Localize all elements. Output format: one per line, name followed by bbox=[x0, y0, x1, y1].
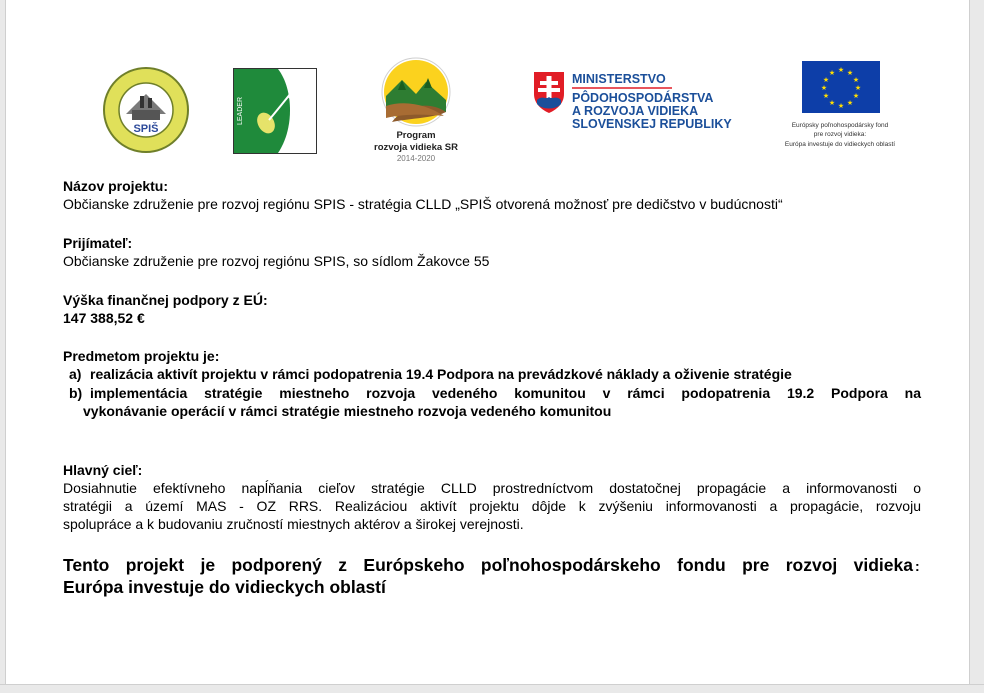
svg-text:LEADER: LEADER bbox=[237, 96, 244, 126]
ministry-logo bbox=[532, 70, 732, 134]
svg-text:★: ★ bbox=[837, 66, 845, 74]
svg-text:A ROZVOJA VIDIEKA: A ROZVOJA VIDIEKA bbox=[572, 104, 699, 118]
svg-text:★: ★ bbox=[822, 76, 830, 84]
svg-text:SLOVENSKEJ REPUBLIKY: SLOVENSKEJ REPUBLIKY bbox=[572, 117, 732, 131]
leader-logo bbox=[233, 68, 317, 154]
goal-text-line1: Dosiahnutie efektívneho napĺňania cieľov stratégie CLLD prostredníctvom dostatočnej propagácie a informovanosti o bbox=[63, 480, 921, 496]
svg-text:★: ★ bbox=[828, 99, 836, 107]
support-statement-line2: Európa investuje do vidieckych oblastí bbox=[63, 577, 386, 597]
subject-item-b-marker: b) bbox=[69, 385, 83, 401]
project-name-value: Občianske združenie pre rozvoj regiónu SPIS - stratégia CLLD „SPIŠ otvorená možnosť pre dedičstvo v budúcnosti“ bbox=[63, 196, 783, 212]
svg-text:Európsky poľnohospodársky fond: Európsky poľnohospodársky fond bbox=[791, 122, 889, 129]
svg-text:★: ★ bbox=[854, 84, 862, 92]
recipient-value: Občianske združenie pre rozvoj regiónu SPIS, so sídlom Žakovce 55 bbox=[63, 253, 490, 269]
svg-text:★: ★ bbox=[846, 99, 854, 107]
svg-text:★: ★ bbox=[822, 92, 830, 100]
svg-text:PÔDOHOSPODÁRSTVA: PÔDOHOSPODÁRSTVA bbox=[572, 91, 714, 105]
goal-text-line2: stratégii a území MAS - OZ RRS. Realizáciou aktivít projektu dôjde k zvýšeniu informovanosti a propagácie, rozvoju bbox=[63, 498, 921, 514]
svg-text:Európa investuje do vidieckych: Európa investuje do vidieckych oblastí bbox=[784, 141, 896, 148]
svg-text:★: ★ bbox=[837, 102, 845, 110]
svg-text:★: ★ bbox=[828, 69, 836, 77]
svg-text:MINISTERSTVO: MINISTERSTVO bbox=[572, 72, 666, 86]
svg-text:SPIŠ: SPIŠ bbox=[133, 123, 159, 135]
goal-text-line3: spolupráce a k budovaniu zručností miestnych aktérov a širokej verejnosti. bbox=[63, 516, 524, 532]
subject-item-b-line1: implementácia stratégie miestneho rozvoja vedeného komunitou v rámci podopatrenia 19.2 Podpora na bbox=[90, 385, 921, 401]
eu-flag-logo bbox=[762, 60, 918, 154]
recipient-label: Prijímateľ: bbox=[63, 235, 133, 251]
subject-item-a-marker: a) bbox=[69, 366, 82, 382]
subject-label: Predmetom projektu je: bbox=[63, 348, 220, 364]
svg-text:2014-2020: 2014-2020 bbox=[396, 154, 436, 163]
svg-text:★: ★ bbox=[852, 92, 860, 100]
project-name-label: Názov projektu: bbox=[63, 178, 169, 194]
right-window-frame bbox=[969, 0, 984, 692]
funding-value: 147 388,52 € bbox=[63, 310, 145, 326]
goal-label: Hlavný cieľ: bbox=[63, 462, 143, 478]
svg-text:★: ★ bbox=[852, 76, 860, 84]
subject-item-a: realizácia aktivít projektu v rámci podopatrenia 19.4 Podpora na prevádzkové náklady a oživenie stratégie bbox=[90, 366, 792, 382]
support-statement-line1: Tento projekt je podporený z Európskeho poľnohospodárskeho fondu pre rozvoj vidieka bbox=[63, 555, 913, 575]
spis-association-logo bbox=[102, 66, 190, 154]
svg-text:Program: Program bbox=[396, 130, 436, 141]
svg-text:rozvoja vidieka SR: rozvoja vidieka SR bbox=[374, 142, 458, 153]
left-window-frame bbox=[0, 0, 6, 692]
svg-text:★: ★ bbox=[846, 69, 854, 77]
support-statement-colon: : bbox=[915, 558, 920, 574]
rural-development-program-logo bbox=[364, 56, 468, 166]
svg-text:pre rozvoj vidieka:: pre rozvoj vidieka: bbox=[813, 131, 867, 138]
funding-label: Výška finančnej podpory z EÚ: bbox=[63, 292, 268, 308]
subject-item-b-line2: vykonávanie operácií v rámci stratégie miestneho rozvoja vedeného komunitou bbox=[83, 403, 612, 419]
svg-text:★: ★ bbox=[820, 84, 828, 92]
